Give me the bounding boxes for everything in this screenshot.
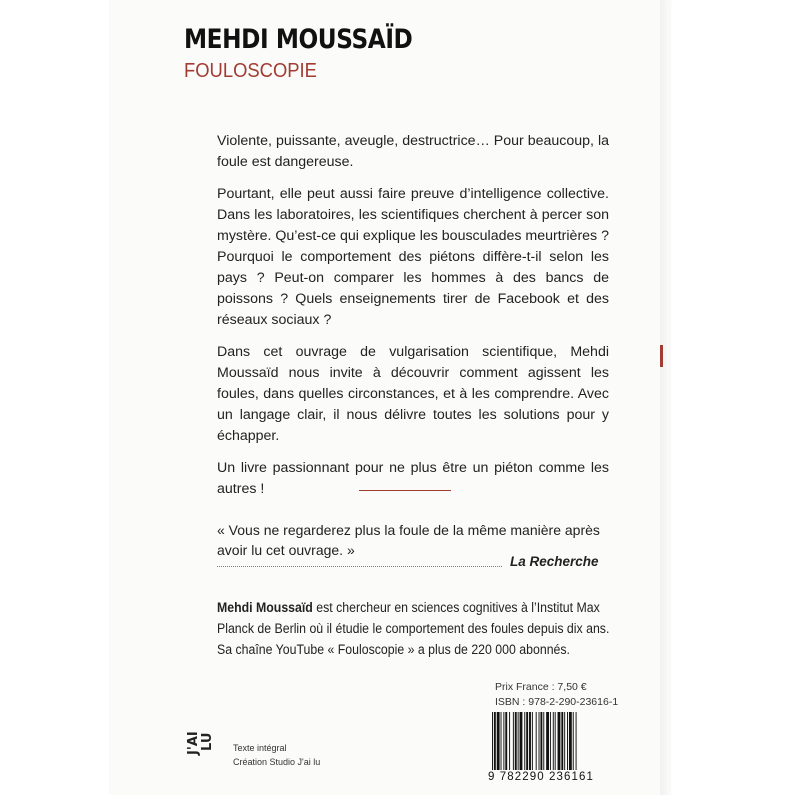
price-line: Prix France : 7,50 € bbox=[495, 681, 587, 693]
press-quote: « Vous ne regarderez plus la foule de la même manière après avoir lu cet ouvrage. » bbox=[217, 522, 600, 558]
cover-edge-shadow bbox=[660, 0, 670, 795]
credit-line-2: Création Studio J'ai lu bbox=[233, 757, 321, 767]
quote-dotted-rule bbox=[217, 566, 502, 567]
credit-line-1: Texte intégral bbox=[233, 743, 287, 753]
blurb-text bbox=[217, 131, 609, 511]
barcode-image bbox=[490, 712, 618, 774]
logo-text-jai: J'AI bbox=[186, 731, 201, 755]
blurb-paragraph-4: Un livre passionnant pour ne plus être un piéton comme les autres ! bbox=[217, 460, 609, 497]
blurb-paragraph-1: Violente, puissante, aveugle, destructrice… Pour beaucoup, la foule est dangereuse. bbox=[217, 133, 609, 170]
price-block bbox=[495, 680, 618, 710]
barcode-digits: 9 782290 236161 bbox=[488, 771, 595, 783]
blurb-paragraph-3: Dans cet ouvrage de vulgarisation scientifique, Mehdi Moussaïd nous invite à découvrir comment agissent les foules, dans quelles circonstances, et à les comprendre. Avec un langage clair, il nous délivre toutes les solutions pour y échapper. bbox=[217, 344, 609, 444]
publisher-credits bbox=[233, 741, 320, 769]
section-divider bbox=[359, 490, 451, 491]
bio-text: est chercheur en sciences cognitives à l’Institut Max Planck de Berlin où il étudie le comportement des foules depuis dix ans. Sa chaîne YouTube « Fouloscopie » a plus de 220 000 abonnés. bbox=[217, 600, 610, 657]
edge-accent-mark bbox=[660, 345, 663, 367]
author-name: MEHDI MOUSSAÏD bbox=[184, 24, 413, 55]
isbn-line: ISBN : 978-2-290-23616-1 bbox=[495, 696, 619, 708]
quote-source: La Recherche bbox=[510, 554, 599, 569]
logo-text-lu: LU bbox=[200, 732, 215, 751]
blurb-paragraph-2: Pourtant, elle peut aussi faire preuve d’intelligence collective. Dans les laboratoires, les scientifiques cherchent à percer son mystère. Qu’est-ce qui explique les bousculades meurtrières ? Pourquoi le comportement des piétons diffère-t-il selon les pays ? Peut-on comparer les hommes à des bancs de poissons ? Quels enseignements tirer de Facebook et des réseaux sociaux ? bbox=[217, 186, 609, 328]
author-bio bbox=[217, 597, 613, 660]
bio-author-name: Mehdi Moussaïd bbox=[217, 600, 313, 615]
publisher-logo bbox=[186, 711, 214, 777]
book-title: FOULOSCOPIE bbox=[184, 60, 317, 82]
